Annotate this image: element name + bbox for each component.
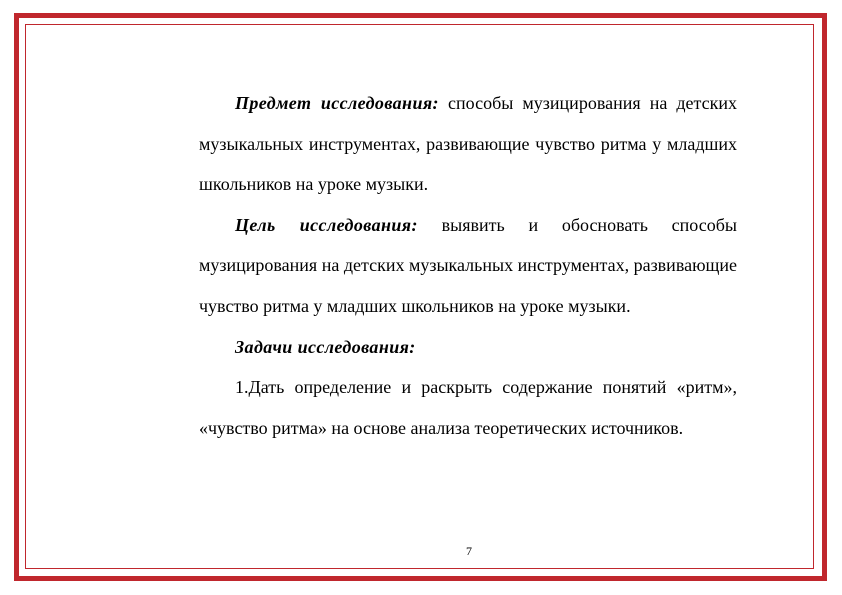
subject-text: способы музицирования на детских музыкальных инструментах, развивающие чувство ритма у младших школьников на уроке музыки. (199, 93, 738, 195)
goal-text: выявить и обосновать способы музицирования на детских музыкальных инструментах, развивающие чувство ритма у младших школьников на уроке музыки. (199, 214, 737, 316)
goal-term: Цель исследования: (235, 214, 418, 235)
task-1-text: 1.Дать определение и раскрыть содержание понятий «ритм», «чувство ритма» на основе анализа теоретических источников. (199, 377, 737, 438)
tasks-term: Задачи исследования: (235, 336, 416, 357)
paragraph-tasks-heading (199, 327, 737, 368)
paragraph-task-1 (199, 367, 737, 448)
page-number: 7 (466, 544, 472, 558)
paragraph-subject (199, 83, 737, 205)
subject-term: Предмет исследования: (235, 93, 439, 113)
page-content (199, 83, 737, 448)
paragraph-goal (199, 205, 737, 327)
